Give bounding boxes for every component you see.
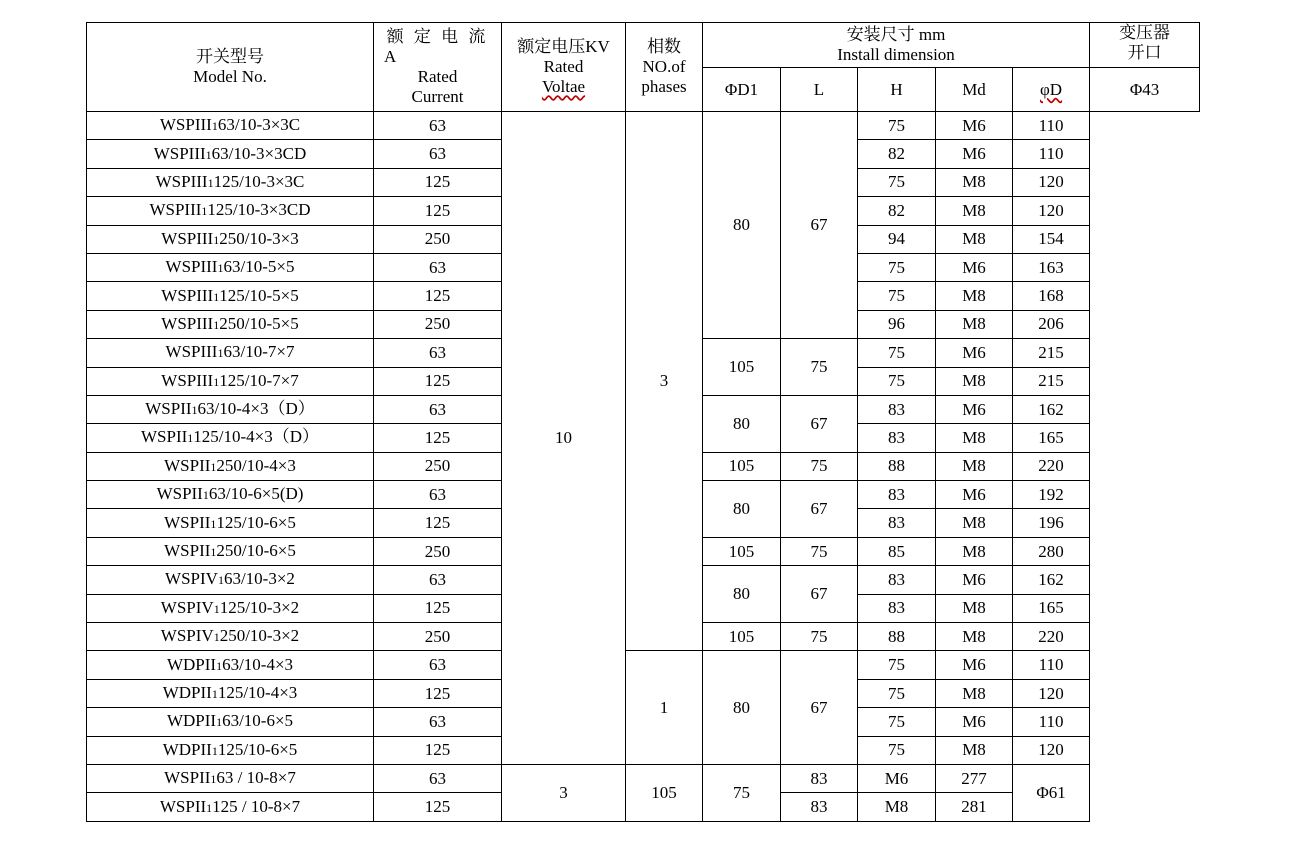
- l-cell: 75: [781, 537, 858, 565]
- phi-d-cell: 220: [1013, 452, 1090, 480]
- phi-d-cell: 120: [1013, 197, 1090, 225]
- model-suffix: 63/10-6×5: [222, 711, 294, 731]
- model-subscript: 1: [210, 545, 217, 560]
- h-cell: 75: [858, 367, 936, 395]
- model-prefix: WSPII: [164, 512, 211, 532]
- h-cell: 83: [858, 424, 936, 452]
- model-cell: [87, 424, 374, 452]
- model-suffix: 63/10-3×3CD: [211, 143, 307, 163]
- h-cell: 96: [858, 310, 936, 338]
- model-suffix: 125/10-4×3: [217, 683, 298, 702]
- phi-d-cell: 165: [1013, 594, 1090, 622]
- model-cell: [87, 651, 374, 679]
- h-cell: 83: [858, 481, 936, 509]
- model-prefix: WSPIII: [161, 228, 214, 248]
- model-subscript: 1: [205, 147, 212, 162]
- model-suffix: 125/10-7×7: [219, 370, 299, 390]
- phi-d-cell: 168: [1013, 282, 1090, 310]
- header-install-dimension: 安装尺寸 mm Install dimension: [703, 23, 1090, 68]
- phi-d-cell: 162: [1013, 566, 1090, 594]
- d1-cell: 105: [703, 537, 781, 565]
- model-cell: [87, 481, 374, 509]
- h-cell: 75: [858, 112, 936, 140]
- md-cell: M6: [936, 566, 1013, 594]
- model-cell: [87, 367, 374, 395]
- l-cell: 67: [781, 481, 858, 538]
- phi-d-cell: 120: [1013, 679, 1090, 707]
- phases-cell: 3: [502, 764, 626, 821]
- l-cell: 75: [703, 764, 781, 821]
- model-prefix: WSPII: [140, 427, 188, 447]
- md-cell: M6: [936, 708, 1013, 736]
- phi-d-cell: 120: [1013, 168, 1090, 196]
- header-model: 开关型号 Model No.: [87, 23, 374, 112]
- d1-cell: 80: [703, 651, 781, 765]
- d1-cell: 80: [703, 395, 781, 452]
- model-cell: [87, 623, 374, 651]
- model-subscript: 1: [213, 317, 220, 332]
- current-cell: 63: [374, 112, 502, 140]
- md-cell: M8: [936, 509, 1013, 537]
- model-cell: [87, 395, 374, 423]
- d1-cell: 105: [703, 339, 781, 396]
- h-cell: 82: [858, 197, 936, 225]
- current-cell: 63: [374, 339, 502, 367]
- phi-d-cell: 165: [1013, 424, 1090, 452]
- table-row: [87, 112, 1200, 140]
- model-prefix: WSPIII: [149, 200, 202, 220]
- model-subscript: 1: [187, 431, 194, 446]
- phi-d-cell: 281: [936, 793, 1013, 821]
- phases-cell: 3: [626, 112, 703, 651]
- l-cell: 67: [781, 395, 858, 452]
- model-suffix: 250/10-3×2: [219, 626, 300, 646]
- l-cell: 67: [781, 566, 858, 623]
- phases-cell: 1: [626, 651, 703, 765]
- current-cell: 125: [374, 736, 502, 764]
- model-subscript: 1: [210, 772, 217, 787]
- d1-cell: 105: [626, 764, 703, 821]
- md-cell: M8: [936, 282, 1013, 310]
- model-prefix: WSPIII: [159, 115, 212, 135]
- model-cell: [87, 225, 374, 253]
- md-cell: M6: [936, 112, 1013, 140]
- model-cell: [87, 253, 374, 281]
- l-cell: 75: [781, 452, 858, 480]
- md-cell: M6: [936, 140, 1013, 168]
- current-cell: 250: [374, 623, 502, 651]
- d1-cell: 105: [703, 623, 781, 651]
- h-cell: 88: [858, 623, 936, 651]
- model-subscript: 1: [213, 601, 220, 616]
- phi-d-cell: 220: [1013, 623, 1090, 651]
- header-l: L: [781, 68, 858, 112]
- model-suffix: 125/10-3×3CD: [207, 200, 311, 220]
- md-cell: M8: [936, 679, 1013, 707]
- phi-d-cell: 277: [936, 764, 1013, 792]
- h-cell: 94: [858, 225, 936, 253]
- h-cell: 82: [858, 140, 936, 168]
- model-cell: [87, 566, 374, 594]
- phi-d-cell: 206: [1013, 310, 1090, 338]
- l-cell: 67: [781, 651, 858, 765]
- model-subscript: 1: [213, 374, 220, 389]
- model-subscript: 1: [217, 573, 224, 588]
- md-cell: M8: [858, 793, 936, 821]
- md-cell: M8: [936, 594, 1013, 622]
- model-suffix: 63/10-5×5: [223, 257, 295, 277]
- model-cell: [87, 197, 374, 225]
- model-prefix: WSPII: [164, 541, 211, 561]
- model-suffix: 63/10-6×5(D): [208, 484, 304, 504]
- h-cell: 83: [858, 594, 936, 622]
- model-prefix: WSPIII: [161, 313, 214, 333]
- model-cell: [87, 140, 374, 168]
- md-cell: M8: [936, 367, 1013, 395]
- current-cell: 63: [374, 651, 502, 679]
- md-cell: M8: [936, 225, 1013, 253]
- phi-d-cell: 110: [1013, 708, 1090, 736]
- h-cell: 75: [858, 253, 936, 281]
- model-suffix: 63/10-7×7: [223, 342, 295, 362]
- model-prefix: WSPIII: [161, 285, 214, 305]
- h-cell: 75: [858, 736, 936, 764]
- h-cell: 75: [858, 679, 936, 707]
- model-prefix: WSPII: [159, 796, 207, 816]
- h-cell: 75: [858, 339, 936, 367]
- md-cell: M8: [936, 537, 1013, 565]
- model-cell: [87, 764, 374, 792]
- phi-d-cell: 215: [1013, 367, 1090, 395]
- model-subscript: 1: [206, 800, 213, 815]
- model-suffix: 125/10-6×5: [217, 739, 298, 759]
- current-cell: 63: [374, 481, 502, 509]
- h-cell: 83: [781, 764, 858, 792]
- phi-d-cell: 192: [1013, 481, 1090, 509]
- current-cell: 125: [374, 509, 502, 537]
- model-suffix: 63 / 10-8×7: [216, 768, 296, 788]
- phi-d-cell: 120: [1013, 736, 1090, 764]
- md-cell: M6: [936, 253, 1013, 281]
- header-md: Md: [936, 68, 1013, 112]
- model-prefix: WDPII: [162, 739, 212, 759]
- current-cell: 250: [374, 310, 502, 338]
- phi-d-cell: 154: [1013, 225, 1090, 253]
- d1-cell: 80: [703, 481, 781, 538]
- model-subscript: 1: [201, 204, 208, 219]
- model-cell: [87, 793, 374, 821]
- current-cell: 125: [374, 424, 502, 452]
- md-cell: M6: [936, 481, 1013, 509]
- model-prefix: WSPII: [164, 768, 211, 788]
- md-cell: M8: [936, 452, 1013, 480]
- md-cell: M8: [936, 424, 1013, 452]
- model-subscript: 1: [217, 261, 224, 276]
- l-cell: 75: [781, 623, 858, 651]
- model-prefix: WDPII: [166, 654, 217, 674]
- h-cell: 83: [858, 395, 936, 423]
- h-cell: 75: [858, 651, 936, 679]
- model-suffix: 63/10-4×3: [222, 654, 294, 674]
- d1-cell: 80: [703, 112, 781, 339]
- h-cell: 83: [781, 793, 858, 821]
- h-cell: 75: [858, 282, 936, 310]
- model-cell: [87, 537, 374, 565]
- header-current: 额 定 电 流 A Rated Current: [374, 23, 502, 112]
- model-prefix: WSPIII: [165, 342, 218, 362]
- l-cell: 75: [781, 339, 858, 396]
- model-subscript: 1: [202, 488, 209, 503]
- model-cell: [87, 339, 374, 367]
- md-cell: M8: [936, 736, 1013, 764]
- spec-table: [86, 22, 1200, 822]
- md-cell: M8: [936, 197, 1013, 225]
- current-cell: 63: [374, 566, 502, 594]
- h-cell: 83: [858, 509, 936, 537]
- model-prefix: WSPIII: [155, 171, 208, 191]
- model-cell: [87, 310, 374, 338]
- model-prefix: WSPIII: [153, 143, 206, 163]
- opening-value: Φ43: [1090, 68, 1200, 112]
- header-opening: 变压器 开口: [1090, 23, 1200, 68]
- current-cell: 125: [374, 367, 502, 395]
- model-subscript: 1: [211, 687, 218, 701]
- phi-d-cell: 163: [1013, 253, 1090, 281]
- model-suffix: 125/10-6×5: [216, 512, 296, 532]
- current-cell: 125: [374, 282, 502, 310]
- model-subscript: 1: [217, 346, 224, 361]
- l-cell: 67: [781, 112, 858, 339]
- current-cell: 125: [374, 168, 502, 196]
- model-subscript: 1: [216, 658, 223, 673]
- model-suffix: 125/10-3×3C: [213, 171, 305, 191]
- model-prefix: WSPII: [164, 455, 211, 475]
- model-subscript: 1: [211, 743, 218, 758]
- table-row: [87, 764, 1200, 792]
- model-cell: [87, 736, 374, 764]
- model-subscript: 1: [207, 175, 214, 190]
- h-cell: 83: [858, 566, 936, 594]
- table-row: [87, 651, 1200, 679]
- current-cell: 63: [374, 395, 502, 423]
- h-cell: 75: [858, 168, 936, 196]
- phi-d-cell: 280: [1013, 537, 1090, 565]
- phi-d-cell: 162: [1013, 395, 1090, 423]
- model-cell: [87, 594, 374, 622]
- model-cell: [87, 168, 374, 196]
- current-cell: 125: [374, 594, 502, 622]
- current-cell: 125: [374, 793, 502, 821]
- opening-value: Φ61: [1013, 764, 1090, 821]
- model-suffix: 125/10-3×2: [219, 597, 300, 617]
- current-cell: 125: [374, 679, 502, 707]
- model-suffix: 250/10-3×3: [219, 228, 299, 248]
- model-cell: [87, 112, 374, 140]
- md-cell: M8: [936, 623, 1013, 651]
- md-cell: M6: [858, 764, 936, 792]
- md-cell: M8: [936, 310, 1013, 338]
- model-subscript: 1: [213, 289, 220, 304]
- model-subscript: 1: [191, 403, 198, 418]
- phi-d-cell: 215: [1013, 339, 1090, 367]
- h-cell: 88: [858, 452, 936, 480]
- model-suffix: 125/10-5×5: [219, 285, 299, 305]
- header-phases: 相数 NO.of phases: [626, 23, 703, 112]
- current-cell: 125: [374, 197, 502, 225]
- model-prefix: WDPII: [166, 711, 217, 731]
- model-suffix: 63/10-4×3（D）: [197, 399, 315, 419]
- model-cell: [87, 509, 374, 537]
- h-cell: 85: [858, 537, 936, 565]
- phi-d-cell: 110: [1013, 651, 1090, 679]
- model-cell: [87, 679, 374, 707]
- current-cell: 63: [374, 140, 502, 168]
- header-phi-d: φD: [1013, 68, 1090, 112]
- model-subscript: 1: [211, 119, 218, 134]
- model-subscript: 1: [216, 715, 223, 730]
- model-subscript: 1: [213, 232, 220, 247]
- model-suffix: 250/10-4×3: [216, 455, 296, 475]
- model-prefix: WDPII: [162, 683, 212, 702]
- md-cell: M6: [936, 395, 1013, 423]
- phi-d-cell: 196: [1013, 509, 1090, 537]
- model-suffix: 250/10-6×5: [216, 541, 296, 561]
- current-cell: 250: [374, 537, 502, 565]
- model-cell: [87, 708, 374, 736]
- model-prefix: WSPII: [156, 484, 203, 504]
- model-suffix: 63/10-3×3C: [217, 115, 301, 135]
- d1-cell: 80: [703, 566, 781, 623]
- model-prefix: WSPIII: [161, 370, 214, 390]
- model-subscript: 1: [210, 459, 217, 474]
- current-cell: 63: [374, 708, 502, 736]
- header-voltage: 额定电压KV Rated Voltae: [502, 23, 626, 112]
- voltage-cell: 10: [502, 112, 626, 765]
- model-cell: [87, 282, 374, 310]
- d1-cell: 105: [703, 452, 781, 480]
- h-cell: 75: [858, 708, 936, 736]
- model-prefix: WSPIV: [160, 597, 214, 617]
- model-prefix: WSPIII: [165, 257, 218, 277]
- md-cell: M6: [936, 651, 1013, 679]
- model-prefix: WSPII: [145, 399, 192, 419]
- model-subscript: 1: [213, 630, 220, 645]
- model-suffix: 125 / 10-8×7: [212, 796, 301, 816]
- model-prefix: WSPIV: [160, 626, 214, 646]
- model-prefix: WSPIV: [165, 569, 218, 589]
- phi-d-cell: 110: [1013, 112, 1090, 140]
- current-cell: 250: [374, 225, 502, 253]
- model-suffix: 125/10-4×3（D）: [193, 427, 320, 447]
- md-cell: M8: [936, 168, 1013, 196]
- model-suffix: 63/10-3×2: [223, 569, 295, 589]
- model-suffix: 250/10-5×5: [219, 313, 299, 333]
- current-cell: 63: [374, 253, 502, 281]
- current-cell: 63: [374, 764, 502, 792]
- header-h: H: [858, 68, 936, 112]
- model-subscript: 1: [210, 516, 217, 531]
- header-d1: ΦD1: [703, 68, 781, 112]
- md-cell: M6: [936, 339, 1013, 367]
- phi-d-cell: 110: [1013, 140, 1090, 168]
- model-cell: [87, 452, 374, 480]
- current-cell: 250: [374, 452, 502, 480]
